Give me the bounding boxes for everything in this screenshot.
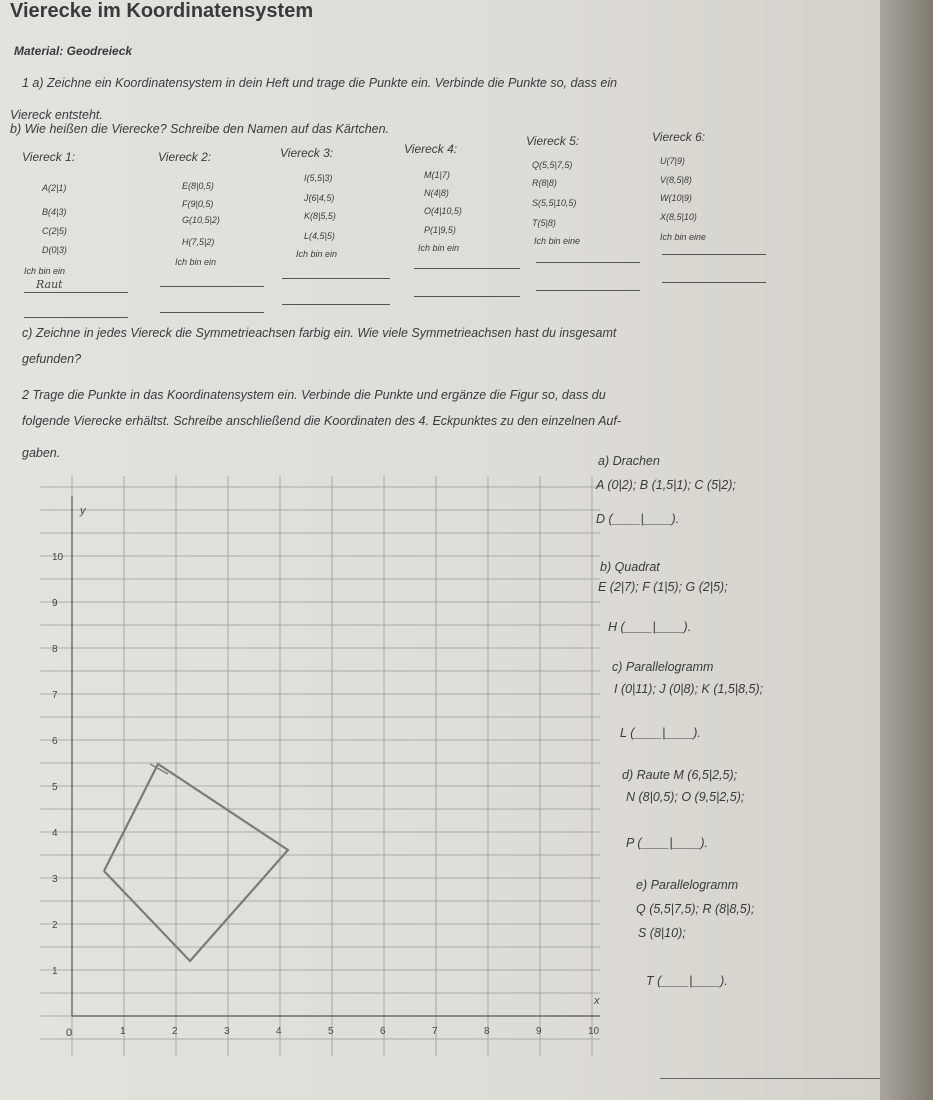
- y-axis-label: y: [80, 505, 86, 517]
- answer-line: [160, 286, 264, 287]
- task2-text-line3: gaben.: [22, 446, 61, 460]
- card-point: U(7|9): [660, 156, 685, 166]
- card-point: W(10|9): [660, 193, 692, 203]
- exercise-answer-blank[interactable]: P (____|____).: [626, 836, 709, 850]
- card-point: M(1|7): [424, 170, 450, 180]
- card-point: V(8,5|8): [660, 175, 692, 185]
- y-tick-label: 6: [52, 736, 58, 747]
- card-footer: Ich bin eine: [660, 232, 707, 242]
- exercise-name: a) Drachen: [598, 454, 660, 468]
- card-point: P(1|9,5): [424, 225, 456, 235]
- card-heading: Viereck 3:: [280, 146, 334, 160]
- task1a-text-line2: Viereck entsteht.: [10, 108, 103, 122]
- card-heading: Viereck 5:: [526, 134, 580, 148]
- card-heading: Viereck 4:: [404, 142, 458, 156]
- answer-line: [662, 254, 766, 255]
- card-point: J(6|4,5): [304, 193, 335, 203]
- card-heading: Viereck 6:: [652, 130, 706, 144]
- card-point: E(8|0,5): [182, 181, 214, 191]
- task1a-text-line1: 1 a) Zeichne ein Koordinatensystem in dein Heft und trage die Punkte ein. Verbinde die Punkte so, dass ein: [22, 76, 618, 90]
- task2-text-line2: folgende Vierecke erhältst. Schreibe anschließend die Koordinaten des 4. Eckpunktes zu den einzelnen Auf-: [22, 414, 621, 428]
- drawn-kite-figure: [104, 764, 288, 961]
- task2-text-line1: 2 Trage die Punkte in das Koordinatensystem ein. Verbinde die Punkte und ergänze die Figur so, dass du: [22, 388, 606, 402]
- card-point: X(8,5|10): [660, 212, 697, 222]
- exercise-answer-blank[interactable]: L (____|____).: [620, 726, 701, 740]
- origin-label: 0: [66, 1027, 73, 1039]
- answer-line: [414, 268, 520, 269]
- answer-line: [536, 262, 640, 263]
- answer-line: [24, 317, 128, 318]
- material-note: Material: Geodreieck: [14, 44, 133, 58]
- x-axis-label: x: [594, 995, 600, 1007]
- answer-line: [282, 304, 390, 305]
- card-point: Q(5,5|7,5): [532, 160, 573, 170]
- card-point: S(5,5|10,5): [532, 198, 577, 208]
- answer-line: [662, 282, 766, 283]
- card-point: I(5,5|3): [304, 173, 333, 183]
- card-footer: Ich bin ein: [24, 266, 66, 276]
- x-tick-label: 2: [172, 1026, 178, 1037]
- y-tick-label: 5: [52, 782, 58, 793]
- exercise-answer-blank[interactable]: T (____|____).: [646, 974, 728, 988]
- card-point: R(8|8): [532, 178, 557, 188]
- answer-line: [414, 296, 520, 297]
- task1c-text-line1: c) Zeichne in jedes Viereck die Symmetrieachsen farbig ein. Wie viele Symmetrieachsen hast du insgesamt: [22, 326, 617, 340]
- exercise-points: A (0|2); B (1,5|1); C (5|2);: [596, 478, 736, 492]
- exercise-answer-blank[interactable]: H (____|____).: [608, 620, 692, 634]
- card-point: B(4|3): [42, 207, 67, 217]
- y-tick-label: 2: [52, 920, 58, 931]
- page-title: Vierecke im Koordinatensystem: [10, 0, 314, 22]
- x-tick-labels: [120, 1026, 600, 1037]
- bottom-line: [660, 1078, 880, 1079]
- card-footer: Ich bin eine: [534, 236, 581, 246]
- task1b-text: b) Wie heißen die Vierecke? Schreibe den Namen auf das Kärtchen.: [10, 122, 390, 136]
- y-tick-label: 1: [52, 966, 58, 977]
- y-tick-label: 4: [52, 828, 58, 839]
- coordinate-grid[interactable]: [0, 456, 660, 1076]
- y-tick-label: 3: [52, 874, 58, 885]
- x-tick-label: 6: [380, 1026, 386, 1037]
- exercise-points: I (0|11); J (0|8); K (1,5|8,5);: [614, 682, 764, 696]
- card-point: K(8|5,5): [304, 211, 336, 221]
- y-tick-label: 9: [52, 598, 58, 609]
- answer-line: [536, 290, 640, 291]
- card-footer: Ich bin ein: [296, 249, 338, 259]
- x-tick-label: 1: [120, 1026, 126, 1037]
- task1c-text-line2: gefunden?: [22, 352, 82, 366]
- exercise-points: Q (5,5|7,5); R (8|8,5);: [636, 902, 755, 916]
- card-heading: Viereck 1:: [22, 150, 76, 164]
- exercise-points: S (8|10);: [638, 926, 686, 940]
- card-point: G(10,5|2): [182, 215, 220, 225]
- card-footer: Ich bin ein: [418, 243, 460, 253]
- exercise-points: N (8|0,5); O (9,5|2,5);: [626, 790, 745, 804]
- y-tick-label: 10: [52, 552, 64, 563]
- exercise-points: E (2|7); F (1|5); G (2|5);: [598, 580, 728, 594]
- card-point: A(2|1): [42, 183, 67, 193]
- x-tick-label: 3: [224, 1026, 230, 1037]
- x-tick-label: 7: [432, 1026, 438, 1037]
- card-answer-handwritten: Raut: [36, 278, 63, 291]
- x-tick-label: 4: [276, 1026, 282, 1037]
- card-point: F(9|0,5): [182, 199, 214, 209]
- y-tick-label: 7: [52, 690, 58, 701]
- x-tick-label: 5: [328, 1026, 334, 1037]
- card-point: T(5|8): [532, 218, 556, 228]
- x-tick-label: 8: [484, 1026, 490, 1037]
- card-footer: Ich bin ein: [175, 257, 217, 267]
- card-point: L(4,5|5): [304, 231, 335, 241]
- exercise-name: e) Parallelogramm: [636, 878, 739, 892]
- x-tick-label: 9: [536, 1026, 542, 1037]
- y-tick-labels: [52, 552, 64, 977]
- grid-lines: [40, 476, 600, 1056]
- y-tick-label: 8: [52, 644, 58, 655]
- answer-line: [24, 292, 128, 293]
- x-tick-label: 10: [588, 1026, 600, 1037]
- card-point: C(2|5): [42, 226, 67, 236]
- card-point: N(4|8): [424, 188, 449, 198]
- answer-line: [160, 312, 264, 313]
- card-point: D(0|3): [42, 245, 67, 255]
- exercise-name: b) Quadrat: [600, 560, 660, 574]
- axes: [66, 496, 600, 1039]
- table-background: [880, 0, 933, 1100]
- exercise-name: c) Parallelogramm: [612, 660, 714, 674]
- exercise-answer-blank[interactable]: D (____|____).: [596, 512, 680, 526]
- exercise-name: d) Raute M (6,5|2,5);: [622, 768, 738, 782]
- card-point: O(4|10,5): [424, 206, 462, 216]
- card-heading: Viereck 2:: [158, 150, 212, 164]
- card-point: H(7,5|2): [182, 237, 215, 247]
- answer-line: [282, 278, 390, 279]
